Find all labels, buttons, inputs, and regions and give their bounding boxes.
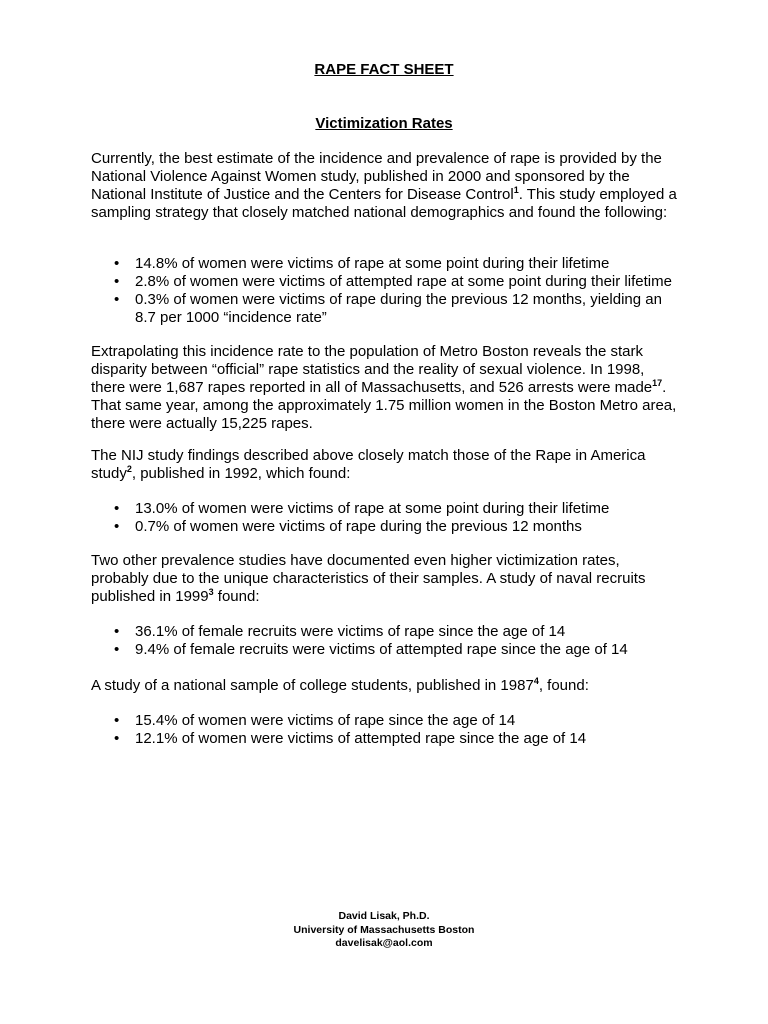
footnote-ref: 3 (208, 587, 214, 597)
bullet-list-college (91, 712, 681, 748)
paragraph-text: A study of a national sample of college students, published in 1987 (91, 677, 534, 694)
author-email: davelisak@aol.com (335, 937, 433, 949)
list-item: • 9.4% of female recruits were victims of attempted rape since the age of 14 (91, 641, 681, 659)
paragraph-text: , published in 1992, which found: (131, 465, 351, 482)
paragraph-nij (91, 447, 681, 483)
author-footer (0, 910, 768, 951)
paragraph-text: , found: (538, 677, 589, 694)
list-item: • 13.0% of women were victims of rape at some point during their lifetime (91, 500, 681, 518)
paragraph-intro (91, 150, 681, 222)
paragraph-text: Two other prevalence studies have documented even higher victimization rates, probably due to the unique characteristics of their samples. A study of naval recruits published in 1999 (91, 552, 646, 605)
list-item: • 0.7% of women were victims of rape during the previous 12 months (91, 518, 681, 536)
footnote-ref: 4 (533, 676, 539, 686)
bullet-list-naval (91, 623, 681, 659)
paragraph-boston (91, 343, 681, 433)
author-affiliation: University of Massachusetts Boston (293, 923, 475, 936)
list-item: • 14.8% of women were victims of rape at some point during their lifetime (91, 255, 681, 273)
paragraph-text: Currently, the best estimate of the incidence and prevalence of rape is provided by the National Violence Against Women study, published in 2000 and sponsored by the National Institute of Justice and the Centers for Disease Control (91, 150, 662, 203)
bullet-list-nvaw (91, 255, 681, 327)
list-item: • 15.4% of women were victims of rape since the age of 14 (91, 712, 681, 730)
paragraph-text: The NIJ study findings described above closely match those of the Rape in America study (91, 447, 646, 482)
list-item: • 12.1% of women were victims of attempted rape since the age of 14 (91, 730, 681, 748)
paragraph-text: . That same year, among the approximately 1.75 million women in the Boston Metro area, there were actually 15,225 rapes. (91, 379, 677, 432)
page-title: RAPE FACT SHEET (314, 61, 454, 78)
footnote-ref: 17 (652, 378, 663, 388)
paragraph-text: Extrapolating this incidence rate to the population of Metro Boston reveals the stark disparity between “official” rape statistics and the reality of sexual violence. In 1998, there were 1,687 rapes reported in all of Massachusetts, and 526 arrests were made (91, 343, 653, 396)
bullet-list-rape-in-america (91, 500, 681, 536)
paragraph-college (91, 677, 681, 695)
list-item: • 0.3% of women were victims of rape during the previous 12 months, yielding an 8.7 per 1000 “incidence rate” (91, 291, 681, 327)
paragraph-text: found: (213, 588, 260, 605)
paragraph-text: . This study employed a sampling strategy that closely matched national demographics and found the following: (91, 186, 677, 221)
footnote-ref: 1 (513, 185, 519, 195)
author-name: David Lisak, Ph.D. (338, 910, 430, 922)
footnote-ref: 2 (126, 464, 132, 474)
list-item: • 36.1% of female recruits were victims of rape since the age of 14 (91, 623, 681, 641)
list-item: • 2.8% of women were victims of attempted rape at some point during their lifetime (91, 273, 681, 291)
paragraph-other-studies (91, 552, 681, 606)
section-heading: Victimization Rates (315, 115, 453, 132)
